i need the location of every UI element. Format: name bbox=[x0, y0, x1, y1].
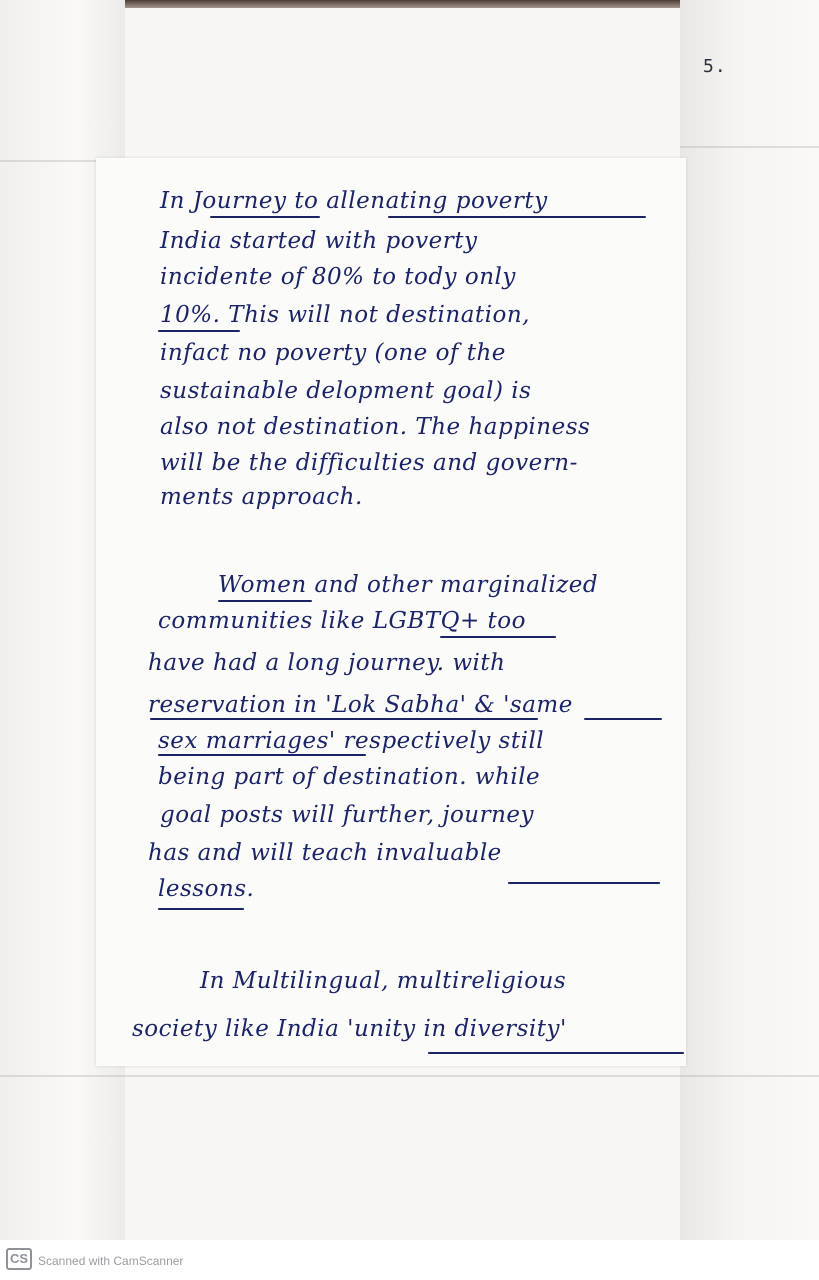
text-line: lessons. bbox=[158, 876, 255, 902]
underline bbox=[584, 718, 662, 720]
text-line: 10%. This will not destination, bbox=[160, 302, 530, 328]
text-line: being part of destination. while bbox=[158, 764, 541, 790]
crease-line bbox=[0, 1075, 819, 1077]
text-line: sustainable delopment goal) is bbox=[160, 378, 532, 404]
text-line: Women and other marginalized bbox=[218, 572, 599, 598]
text-line: India started with poverty bbox=[160, 228, 478, 254]
underline bbox=[158, 330, 240, 332]
text-line: goal posts will further, journey bbox=[160, 802, 535, 828]
text-line: has and will teach invaluable bbox=[148, 840, 502, 866]
text-line: In Journey to allenating poverty bbox=[160, 188, 548, 214]
underline bbox=[388, 216, 646, 218]
underline bbox=[440, 636, 556, 638]
camscanner-logo: CS bbox=[6, 1248, 32, 1270]
underline bbox=[150, 718, 538, 720]
right-fold bbox=[680, 0, 819, 1240]
text-line: sex marriages' respectively still bbox=[158, 728, 545, 754]
underline bbox=[218, 600, 312, 602]
text-line: communities like LGBTQ+ too bbox=[158, 608, 526, 634]
text-line: incidente of 80% to tody only bbox=[160, 264, 516, 290]
underline bbox=[428, 1052, 684, 1054]
text-line: ments approach. bbox=[160, 484, 363, 510]
text-line: infact no poverty (one of the bbox=[160, 340, 506, 366]
text-line: also not destination. The happiness bbox=[160, 414, 591, 440]
text-line: society like India 'unity in diversity' bbox=[132, 1016, 567, 1042]
page-number: 5. bbox=[703, 56, 727, 77]
text-line: will be the difficulties and govern- bbox=[160, 450, 578, 476]
crease-line bbox=[680, 146, 819, 148]
text-line: reservation in 'Lok Sabha' & 'same bbox=[148, 692, 573, 718]
underline bbox=[210, 216, 320, 218]
text-line: In Multilingual, multireligious bbox=[200, 968, 567, 994]
underline bbox=[158, 908, 244, 910]
camscanner-watermark: Scanned with CamScanner bbox=[38, 1254, 184, 1268]
underline bbox=[158, 754, 366, 756]
text-line: have had a long journey. with bbox=[148, 650, 506, 676]
underline bbox=[508, 882, 660, 884]
